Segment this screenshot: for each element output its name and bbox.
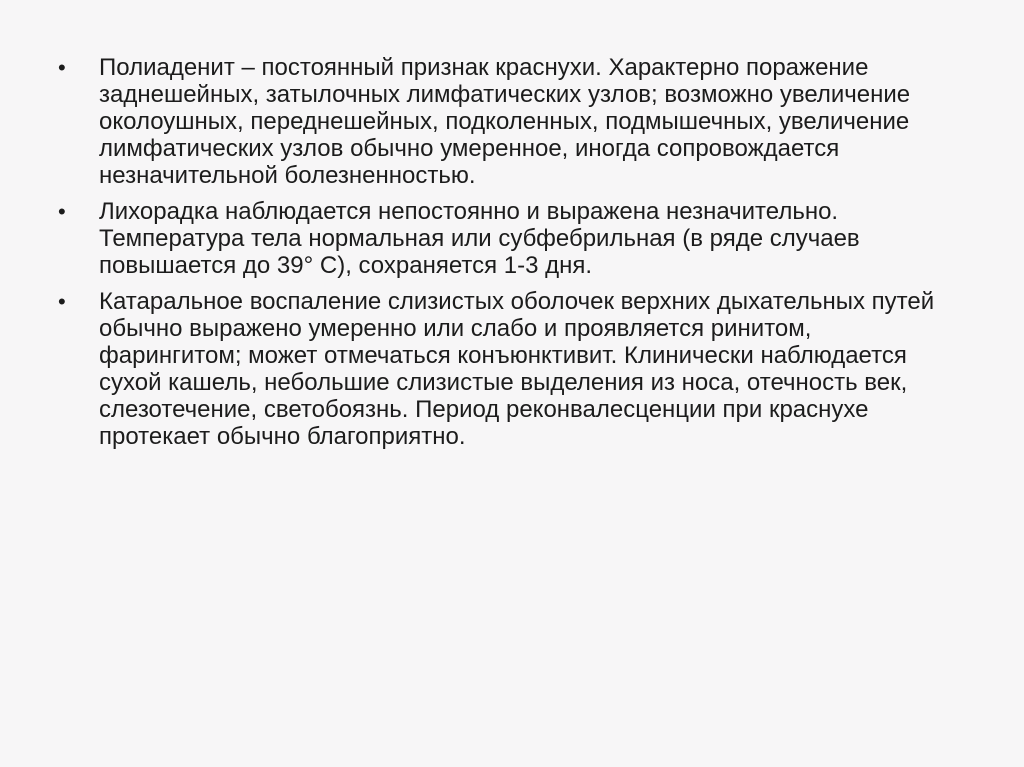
- bullet-icon: •: [58, 289, 66, 314]
- bullet-item-fever: [58, 198, 958, 279]
- bullet-icon: •: [58, 199, 66, 224]
- bullet-text: Катаральное воспаление слизистых оболочек верхних дыхательных путей обычно выражено умеренно или слабо и проявляется ринитом, фарингитом; может отмечаться конъюнктивит. Клинически наблюдается сухой кашель, небольшие слизистые выделения из носа, отечность век, слезотечение, светобоязнь. Период реконвалесценции при краснухе протекает обычно благоприятно.: [99, 288, 935, 450]
- bullet-icon: •: [58, 55, 66, 80]
- bullet-text: Полиаденит – постоянный признак краснухи. Характерно поражение заднешейных, затылочных лимфатических узлов; возможно увеличение околоушных, переднешейных, подколенных, подмышечных, увеличение лимфатических узлов обычно умеренное, иногда сопровождается незначительной болезненностью.: [99, 54, 911, 189]
- bullet-item-polyadenitis: [58, 54, 958, 189]
- bullet-text: Лихорадка наблюдается непостоянно и выражена незначительно. Температура тела нормальная или субфебрильная (в ряде случаев повышается до 39° С), сохраняется 1-3 дня.: [99, 198, 860, 279]
- bullet-list: [58, 54, 958, 459]
- bullet-item-catarrhal-inflammation: [58, 288, 958, 450]
